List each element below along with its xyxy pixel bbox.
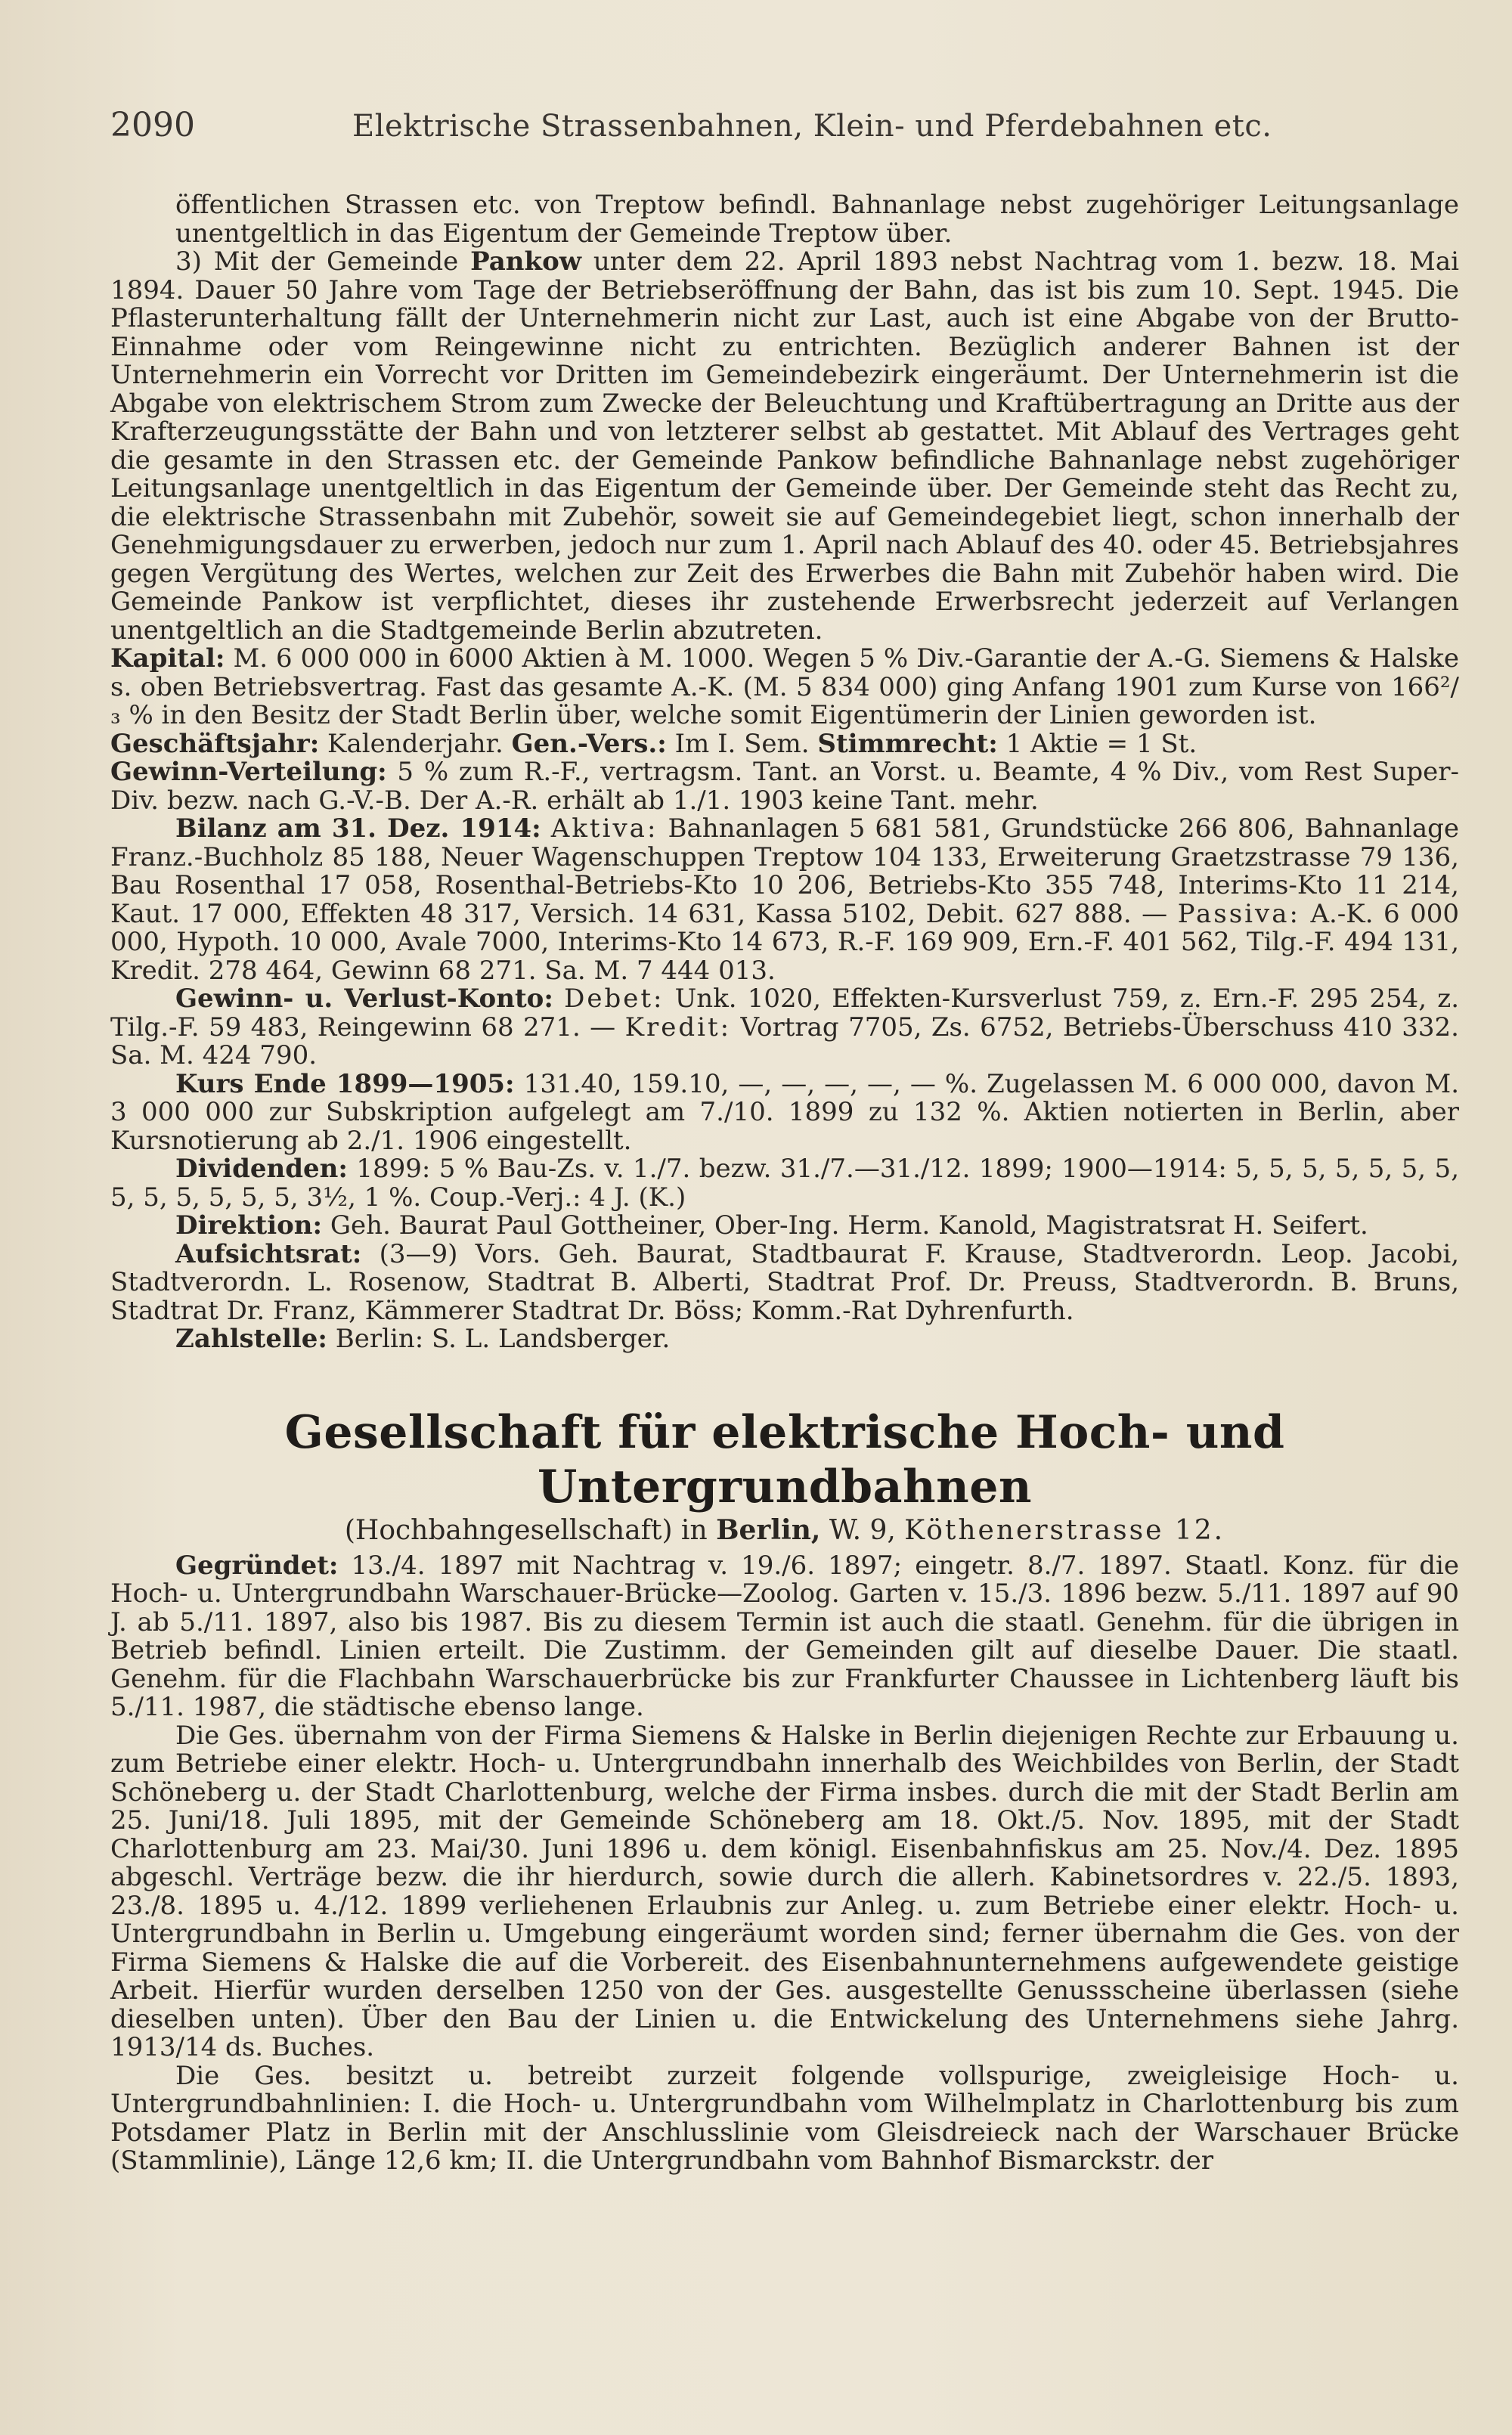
gewinn-verlust-entry — [110, 985, 1459, 1070]
bilanz-label: Bilanz am 31. Dez. 1914: — [175, 813, 541, 844]
gegruendet-text: 13./4. 1897 mit Nachtrag v. 19./6. 1897; eingetr. 8./7. 1897. Staatl. Konz. für die Hoch- u. Untergrundbahn Warschauer-Brücke—Zoolog. Garten v. 15./3. 1896 bezw. 5./11. 1897 auf 90 J. ab 5./11. 1897, also bis 1987. Bis zu diesem Termin ist auch die staatl. Genehm. für die übrigen in Betrieb befindl. Linien erteilt. Die Zustimm. der Gemeinden gilt auf dieselbe Dauer. Die staatl. Genehm. für die Flachbahn Warschauerbrücke bis zur Frankfurter Chaussee in Lichtenberg läuft bis 5./11. 1987, die städtische ebenso lange. — [110, 1550, 1459, 1722]
company-postal: W. 9, — [820, 1514, 905, 1546]
article-body-2 — [110, 1552, 1459, 2176]
article-body-1 — [110, 191, 1459, 1354]
gegruendet-label: Gegründet: — [175, 1550, 339, 1581]
aufsichtsrat-label: Aufsichtsrat: — [175, 1238, 362, 1269]
paragraph-linien: Die Ges. besitzt u. betreibt zurzeit folgende vollspurige, zweigleisige Hoch- u. Untergrundbahnlinien: I. die Hoch- u. Untergrundbahn vom Wilhelmplatz in Charlottenburg bis zum Potsdamer Platz in Berlin mit der Anschlusslinie vom Gleisdreieck nach der Warschauer Brücke (Stammlinie), Länge 12,6 km; II. die Untergrundbahn vom Bahnhof Bismarckstr. der — [110, 2060, 1459, 2176]
debet-label: Debet: — [564, 984, 665, 1014]
company-heading: Gesellschaft für elektrische Hoch- und Untergrundbahnen — [284, 1405, 1285, 1513]
zahlstelle-label: Zahlstelle: — [175, 1324, 327, 1354]
kapital-entry — [110, 645, 1459, 730]
gewinn-verteilung-entry — [110, 758, 1459, 815]
passiva-text: A.-K. 6 000 000, Hypoth. 10 000, Avale 7000, Interims-Kto 14 673, R.-F. 169 909, Ern.-F. 401 562, Tilg.-F. 494 131, Kredit. 278 464, Gewinn 68 271. Sa. M. 7 444 013. — [110, 898, 1459, 986]
genvers-text: Im I. Sem. — [666, 728, 818, 759]
page-number: 2090 — [110, 106, 195, 144]
paragraph-treptow: öffentlichen Strassen etc. von Treptow befindl. Bahnanlage nebst zugehöriger Leitungsanlage unentgeltlich in das Eigentum der Gemeinde Treptow über. — [175, 190, 1459, 249]
dividenden-label: Dividenden: — [175, 1154, 348, 1184]
passiva-label: Passiva: — [1177, 898, 1300, 929]
geschaeftsjahr-label: Geschäftsjahr: — [110, 728, 320, 759]
direktion-entry — [110, 1212, 1459, 1241]
aufsichtsrat-entry — [110, 1238, 1459, 1326]
kapital-text: M. 6 000 000 in 6000 Aktien à M. 1000. Wegen 5 % Div.-Garantie der A.-G. Siemens & Halske s. oben Betriebsvertrag. Fast das gesamte A.-K. (M. 5 834 000) ging Anfang 1901 zum Kurse von 166²/₃ % in den Besitz der Stadt Berlin über, welche somit Eigentümerin der Linien geworden ist. — [110, 643, 1459, 730]
zahlstelle-entry — [110, 1325, 1459, 1354]
kredit-label: Kredit: — [624, 1011, 732, 1042]
company-subheading — [110, 1514, 1459, 1546]
kredit-text: Vortrag 7705, Zs. 6752, Betriebs-Überschuss 410 332. Sa. M. 424 790. — [110, 1011, 1459, 1070]
company-alias: (Hochbahngesellschaft) in — [344, 1514, 717, 1546]
gewinn-verteilung-text: 5 % zum R.-F., vertragsm. Tant. an Vorst. u. Beamte, 4 % Div., vom Rest Super-Div. bezw. nach G.-V.-B. Der A.-R. erhält ab 1./1. 1903 keine Tant. mehr. — [110, 757, 1459, 816]
paragraph-uebernahme: Die Ges. übernahm von der Firma Siemens & Halske in Berlin diejenigen Rechte zur Erbauung u. zum Betriebe einer elektr. Hoch- u. Untergrundbahn innerhalb des Weichbildes von Berlin, der Stadt Schöneberg u. der Stadt Charlottenburg, welche der Firma insbes. durch die mit der Stadt Berlin am 25. Juni/18. Juli 1895, mit der Gemeinde Schöneberg am 18. Okt./5. Nov. 1895, mit der Stadt Charlottenburg am 23. Mai/30. Juni 1896 u. dem königl. Eisenbahnfiskus am 25. Nov./4. Dez. 1895 abgeschl. Verträge bezw. die ihr hierdurch, sowie durch die allerh. Kabinetsordres v. 22./5. 1893, 23./8. 1895 u. 4./12. 1899 verliehenen Erlaubnis zur Anleg. u. zum Betriebe einer elektr. Hoch- u. Untergrundbahn in Berlin u. Umgebung eingeräumt worden sind; ferner übernahm die Ges. von der Firma Siemens & Halske die auf die Vorbereit. des Eisenbahnunternehmens aufgewendete geistige Arbeit. Hierfür wurden derselben 1250 von der Ges. ausgestellte Genussscheine überlassen (siehe dieselben unten). Über den Bau der Linien u. die Entwickelung des Unternehmens siehe Jahrg. 1913/14 ds. Buches. — [110, 1720, 1459, 2062]
gewinn-verlust-label: Gewinn- u. Verlust-Konto: — [175, 984, 553, 1014]
bilanz-entry — [110, 815, 1459, 985]
company-street: Köthenerstrasse 12. — [904, 1514, 1225, 1546]
dividenden-text: 1899: 5 % Bau-Zs. v. 1./7. bezw. 31./7.—31./12. 1899; 1900—1914: 5, 5, 5, 5, 5, 5, 5, 5, 5, 5, 5, 5, 5, 3½, 1 %. Coup.-Verj.: 4 J. (K.) — [110, 1154, 1459, 1213]
aktiva-label: Aktiva: — [550, 813, 658, 844]
pankow-text: unter dem 22. April 1893 nebst Nachtrag vom 1. bezw. 18. Mai 1894. Dauer 50 Jahre vom Tage der Betriebseröffnung der Bahn, das ist bis zum 10. Sept. 1945. Die Pflasterunterhaltung fällt der Unternehmerin nicht zur Last, auch ist eine Abgabe von der Brutto-Einnahme oder vom Reingewinne nicht zu entrichten. Bezüglich anderer Bahnen ist der Unternehmerin ein Vorrecht vor Dritten im Gemeindebezirk eingeräumt. Der Unternehmerin ist die Abgabe von elektrischem Strom zum Zwecke der Beleuchtung und Kraftübertragung an Dritte aus der Krafterzeugungsstätte der Bahn und von letzterer selbst ab gestattet. Mit Ablauf des Vertrages geht die gesamte in den Strassen etc. der Gemeinde Pankow befindliche Bahnanlage nebst zugehöriger Leitungsanlage unentgeltlich in das Eigentum der Gemeinde über. Der Gemeinde steht das Recht zu, die elektrische Strassenbahn mit Zubehör, soweit sie auf Gemeindegebiet liegt, schon innerhalb der Genehmigungsdauer zu erwerben, jedoch nur zum 1. April nach Ablauf des 40. oder 45. Betriebsjahres gegen Vergütung des Wertes, welchen zur Zeit des Erwerbes die Bahn mit Zubehör haben wird. Die Gemeinde Pankow ist verpflichtet, dieses ihr zustehende Erwerbsrecht jederzeit auf Verlangen unentgeltlich an die Stadtgemeinde Berlin abzutreten. — [110, 246, 1460, 646]
debet-text: Unk. 1020, Effekten-Kursverlust 759, z. Ern.-F. 295 254, z. Tilg.-F. 59 483, Reingewinn 68 271. — — [110, 984, 1459, 1042]
running-title: Elektrische Strassenbahnen, Klein- und Pferdebahnen etc. — [352, 109, 1272, 144]
kurs-text: 131.40, 159.10, —, —, —, —, — %. Zugelassen M. 6 000 000, davon M. 3 000 000 zur Subskription aufgelegt am 7./10. 1899 zu 132 %. Aktien notierten in Berlin, aber Kursnotierung ab 2./1. 1906 eingestellt. — [110, 1068, 1460, 1156]
company-city: Berlin, — [716, 1513, 821, 1546]
genvers-label: Gen.-Vers.: — [511, 728, 667, 759]
gewinn-verteilung-label: Gewinn-Verteilung: — [110, 757, 387, 787]
kurs-entry — [110, 1070, 1459, 1156]
aktiva-text: Bahnanlagen 5 681 581, Grundstücke 266 806, Bahnanlage Franz.-Buchholz 85 188, Neuer Wagenschuppen Treptow 104 133, Erweiterung Graetzstrasse 79 136, Bau Rosenthal 17 058, Rosenthal-Betriebs-Kto 10 206, Betriebs-Kto 355 748, Interims-Kto 11 214, Kaut. 17 000, Effekten 48 317, Versich. 14 631, Kassa 5102, Debit. 627 888. — — [110, 813, 1460, 929]
aufsichtsrat-text: (3—9) Vors. Geh. Baurat, Stadtbaurat F. Krause, Stadtverordn. Leop. Jacobi, Stadtverordn. L. Rosenow, Stadtrat B. Alberti, Stadtrat Prof. Dr. Preuss, Stadtverordn. B. Bruns, Stadtrat Dr. Franz, Kämmerer Stadtrat Dr. Böss; Komm.-Rat Dyhrenfurth. — [110, 1238, 1459, 1326]
paragraph-pankow — [110, 248, 1459, 645]
stimmrecht-label: Stimmrecht: — [817, 728, 998, 759]
kurs-label: Kurs Ende 1899—1905: — [175, 1068, 515, 1099]
direktion-label: Direktion: — [175, 1210, 323, 1241]
pankow-keyword: Pankow — [470, 246, 582, 277]
running-header — [110, 106, 1459, 144]
kapital-label: Kapital: — [110, 643, 225, 674]
geschaeftsjahr-text: Kalenderjahr. — [319, 728, 512, 759]
direktion-text: Geh. Baurat Paul Gottheiner, Ober-Ing. Herm. Kanold, Magistratsrat H. Seifert. — [322, 1210, 1368, 1241]
gegruendet-entry — [110, 1552, 1459, 1722]
pankow-lead: 3) Mit der Gemeinde — [175, 246, 471, 277]
stimmrecht-text: 1 Aktie = 1 St. — [997, 728, 1198, 759]
zahlstelle-text: Berlin: S. L. Landsberger. — [327, 1324, 671, 1354]
geschaeftsjahr-entry — [110, 730, 1459, 759]
dividenden-entry — [110, 1155, 1459, 1212]
